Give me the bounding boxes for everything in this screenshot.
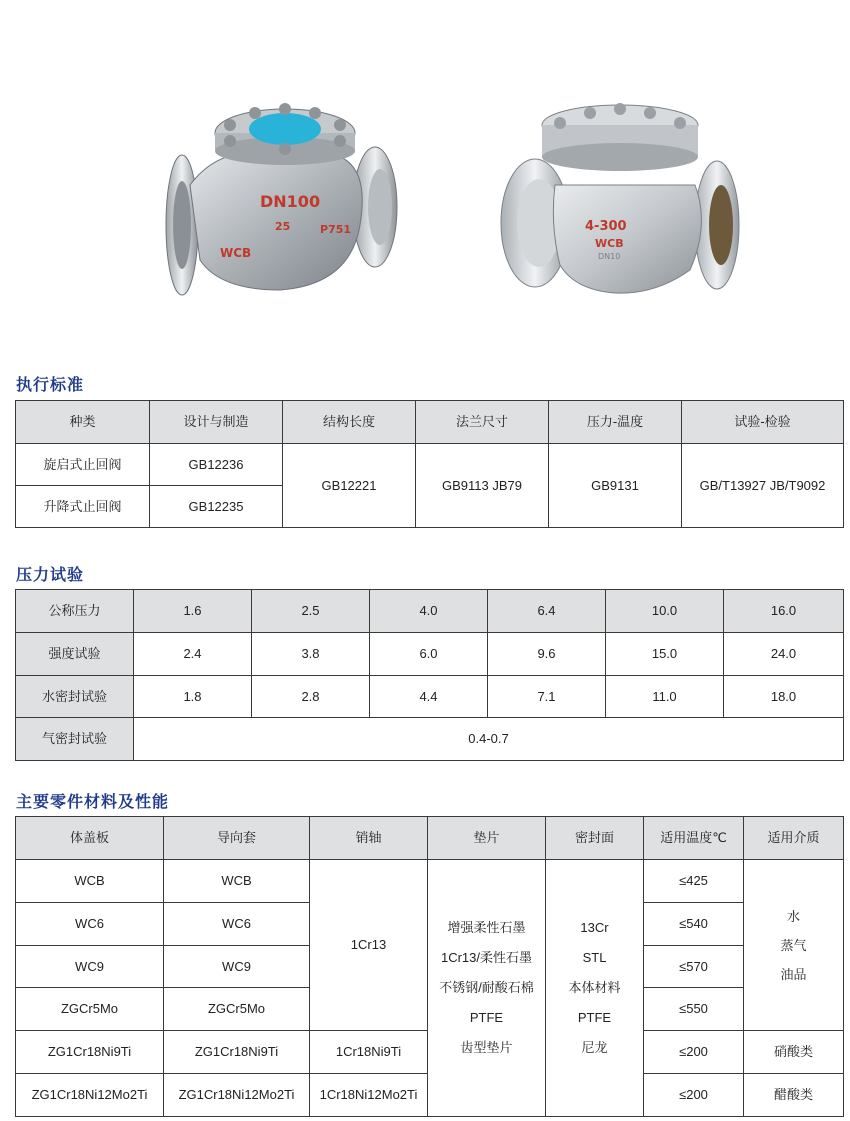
pressure-temp-cell: GB9131 — [549, 444, 682, 528]
header-cell: 导向套 — [164, 817, 310, 860]
media-item: 水 — [786, 908, 800, 924]
gasket-item: PTFE — [469, 1010, 504, 1025]
strength-cell: 15.0 — [606, 633, 724, 676]
strength-cell: 24.0 — [724, 633, 844, 676]
standards-table — [15, 400, 844, 528]
lift-check-valve-photo — [495, 95, 745, 300]
gas-seal-label: 气密封试验 — [16, 718, 134, 761]
table-row — [16, 444, 844, 486]
table-row — [16, 633, 844, 676]
pin-cell: 1Cr18Ni9Ti — [310, 1031, 428, 1074]
guide-cell: WC9 — [164, 946, 310, 988]
strength-cell: 6.0 — [370, 633, 488, 676]
guide-cell: ZGCr5Mo — [164, 988, 310, 1031]
design-cell: GB12235 — [150, 486, 283, 528]
temp-cell: ≤570 — [644, 946, 744, 988]
header-cell: 种类 — [16, 401, 150, 444]
header-cell: 设计与制造 — [150, 401, 283, 444]
pin-cell: 1Cr18Ni12Mo2Ti — [310, 1074, 428, 1117]
design-cell: GB12236 — [150, 444, 283, 486]
temp-cell: ≤200 — [644, 1074, 744, 1117]
type-cell: 升降式止回阀 — [16, 486, 150, 528]
table-row — [16, 718, 844, 761]
table-header-row — [16, 401, 844, 444]
media-item: 蒸气 — [780, 937, 807, 953]
water-seal-cell: 1.8 — [134, 676, 252, 718]
body-cell: WCB — [16, 860, 164, 903]
header-cell: 适用温度℃ — [644, 817, 744, 860]
gasket-item: 1Cr13/柔性石墨 — [440, 950, 533, 965]
nominal-cell: 1.6 — [134, 590, 252, 633]
water-seal-cell: 18.0 — [724, 676, 844, 718]
strength-cell: 9.6 — [488, 633, 606, 676]
body-cell: ZG1Cr18Ni9Ti — [16, 1031, 164, 1074]
guide-cell: ZG1Cr18Ni12Mo2Ti — [164, 1074, 310, 1117]
body-cell: WC6 — [16, 903, 164, 946]
nominal-cell: 2.5 — [252, 590, 370, 633]
header-cell: 密封面 — [546, 817, 644, 860]
body-cell: WC9 — [16, 946, 164, 988]
seal-cell — [546, 860, 644, 1117]
seal-item: PTFE — [577, 1010, 612, 1025]
pin-cell: 1Cr13 — [310, 860, 428, 1031]
standards-title: 执行标准 — [16, 375, 85, 394]
seal-item: 尼龙 — [581, 1040, 608, 1055]
materials-title: 主要零件材料及性能 — [16, 792, 170, 811]
valve-left-mark-material: WCB — [220, 246, 252, 260]
water-seal-cell: 2.8 — [252, 676, 370, 718]
water-seal-cell: 4.4 — [370, 676, 488, 718]
pressure-test-title: 压力试验 — [16, 565, 85, 584]
gas-seal-cell: 0.4-0.7 — [134, 718, 844, 761]
seal-item: 本体材料 — [568, 980, 621, 995]
valve-left-mark-code: P751 — [320, 223, 352, 236]
header-cell: 结构长度 — [283, 401, 416, 444]
body-cell: ZG1Cr18Ni12Mo2Ti — [16, 1074, 164, 1117]
gasket-item: 不锈钢/耐酸石棉 — [439, 980, 534, 995]
seal-item: 13Cr — [580, 920, 609, 935]
header-cell: 垫片 — [428, 817, 546, 860]
water-seal-cell: 11.0 — [606, 676, 724, 718]
swing-check-valve-photo — [160, 85, 405, 305]
header-cell: 适用介质 — [744, 817, 844, 860]
nominal-label: 公称压力 — [16, 590, 134, 633]
table-row — [16, 860, 844, 903]
media-item: 油品 — [780, 966, 807, 982]
valve-left-mark-dn: DN100 — [260, 192, 321, 211]
temp-cell: ≤425 — [644, 860, 744, 903]
header-cell: 体盖板 — [16, 817, 164, 860]
header-cell: 销轴 — [310, 817, 428, 860]
valve-right-mark-size: DN10 — [598, 252, 621, 261]
body-cell: ZGCr5Mo — [16, 988, 164, 1031]
nominal-cell: 16.0 — [724, 590, 844, 633]
media-cell: 硝酸类 — [744, 1031, 844, 1074]
gasket-cell — [428, 860, 546, 1117]
nominal-cell: 4.0 — [370, 590, 488, 633]
table-header-row — [16, 590, 844, 633]
length-cell: GB12221 — [283, 444, 416, 528]
table-header-row — [16, 817, 844, 860]
temp-cell: ≤200 — [644, 1031, 744, 1074]
strength-cell: 2.4 — [134, 633, 252, 676]
gasket-item: 增强柔性石墨 — [447, 920, 526, 935]
materials-table — [15, 816, 844, 1117]
temp-cell: ≤540 — [644, 903, 744, 946]
flange-cell: GB9113 JB79 — [416, 444, 549, 528]
media-cell — [744, 860, 844, 1031]
header-cell: 试验-检验 — [682, 401, 844, 444]
header-cell: 压力-温度 — [549, 401, 682, 444]
header-cell: 法兰尺寸 — [416, 401, 549, 444]
guide-cell: WCB — [164, 860, 310, 903]
guide-cell: WC6 — [164, 903, 310, 946]
pressure-test-table — [15, 589, 844, 761]
type-cell: 旋启式止回阀 — [16, 444, 150, 486]
strength-cell: 3.8 — [252, 633, 370, 676]
seal-item: STL — [582, 950, 607, 965]
testing-cell: GB/T13927 JB/T9092 — [682, 444, 844, 528]
water-seal-label: 水密封试验 — [16, 676, 134, 718]
valve-right-mark-class: 4-300 — [585, 219, 627, 234]
valve-left-mark-pn: 25 — [275, 220, 291, 233]
strength-label: 强度试验 — [16, 633, 134, 676]
table-row — [16, 676, 844, 718]
temp-cell: ≤550 — [644, 988, 744, 1031]
nominal-cell: 10.0 — [606, 590, 724, 633]
gasket-item: 齿型垫片 — [460, 1040, 513, 1055]
media-cell: 醋酸类 — [744, 1074, 844, 1117]
water-seal-cell: 7.1 — [488, 676, 606, 718]
guide-cell: ZG1Cr18Ni9Ti — [164, 1031, 310, 1074]
nominal-cell: 6.4 — [488, 590, 606, 633]
valve-right-mark-material: WCB — [595, 237, 624, 250]
